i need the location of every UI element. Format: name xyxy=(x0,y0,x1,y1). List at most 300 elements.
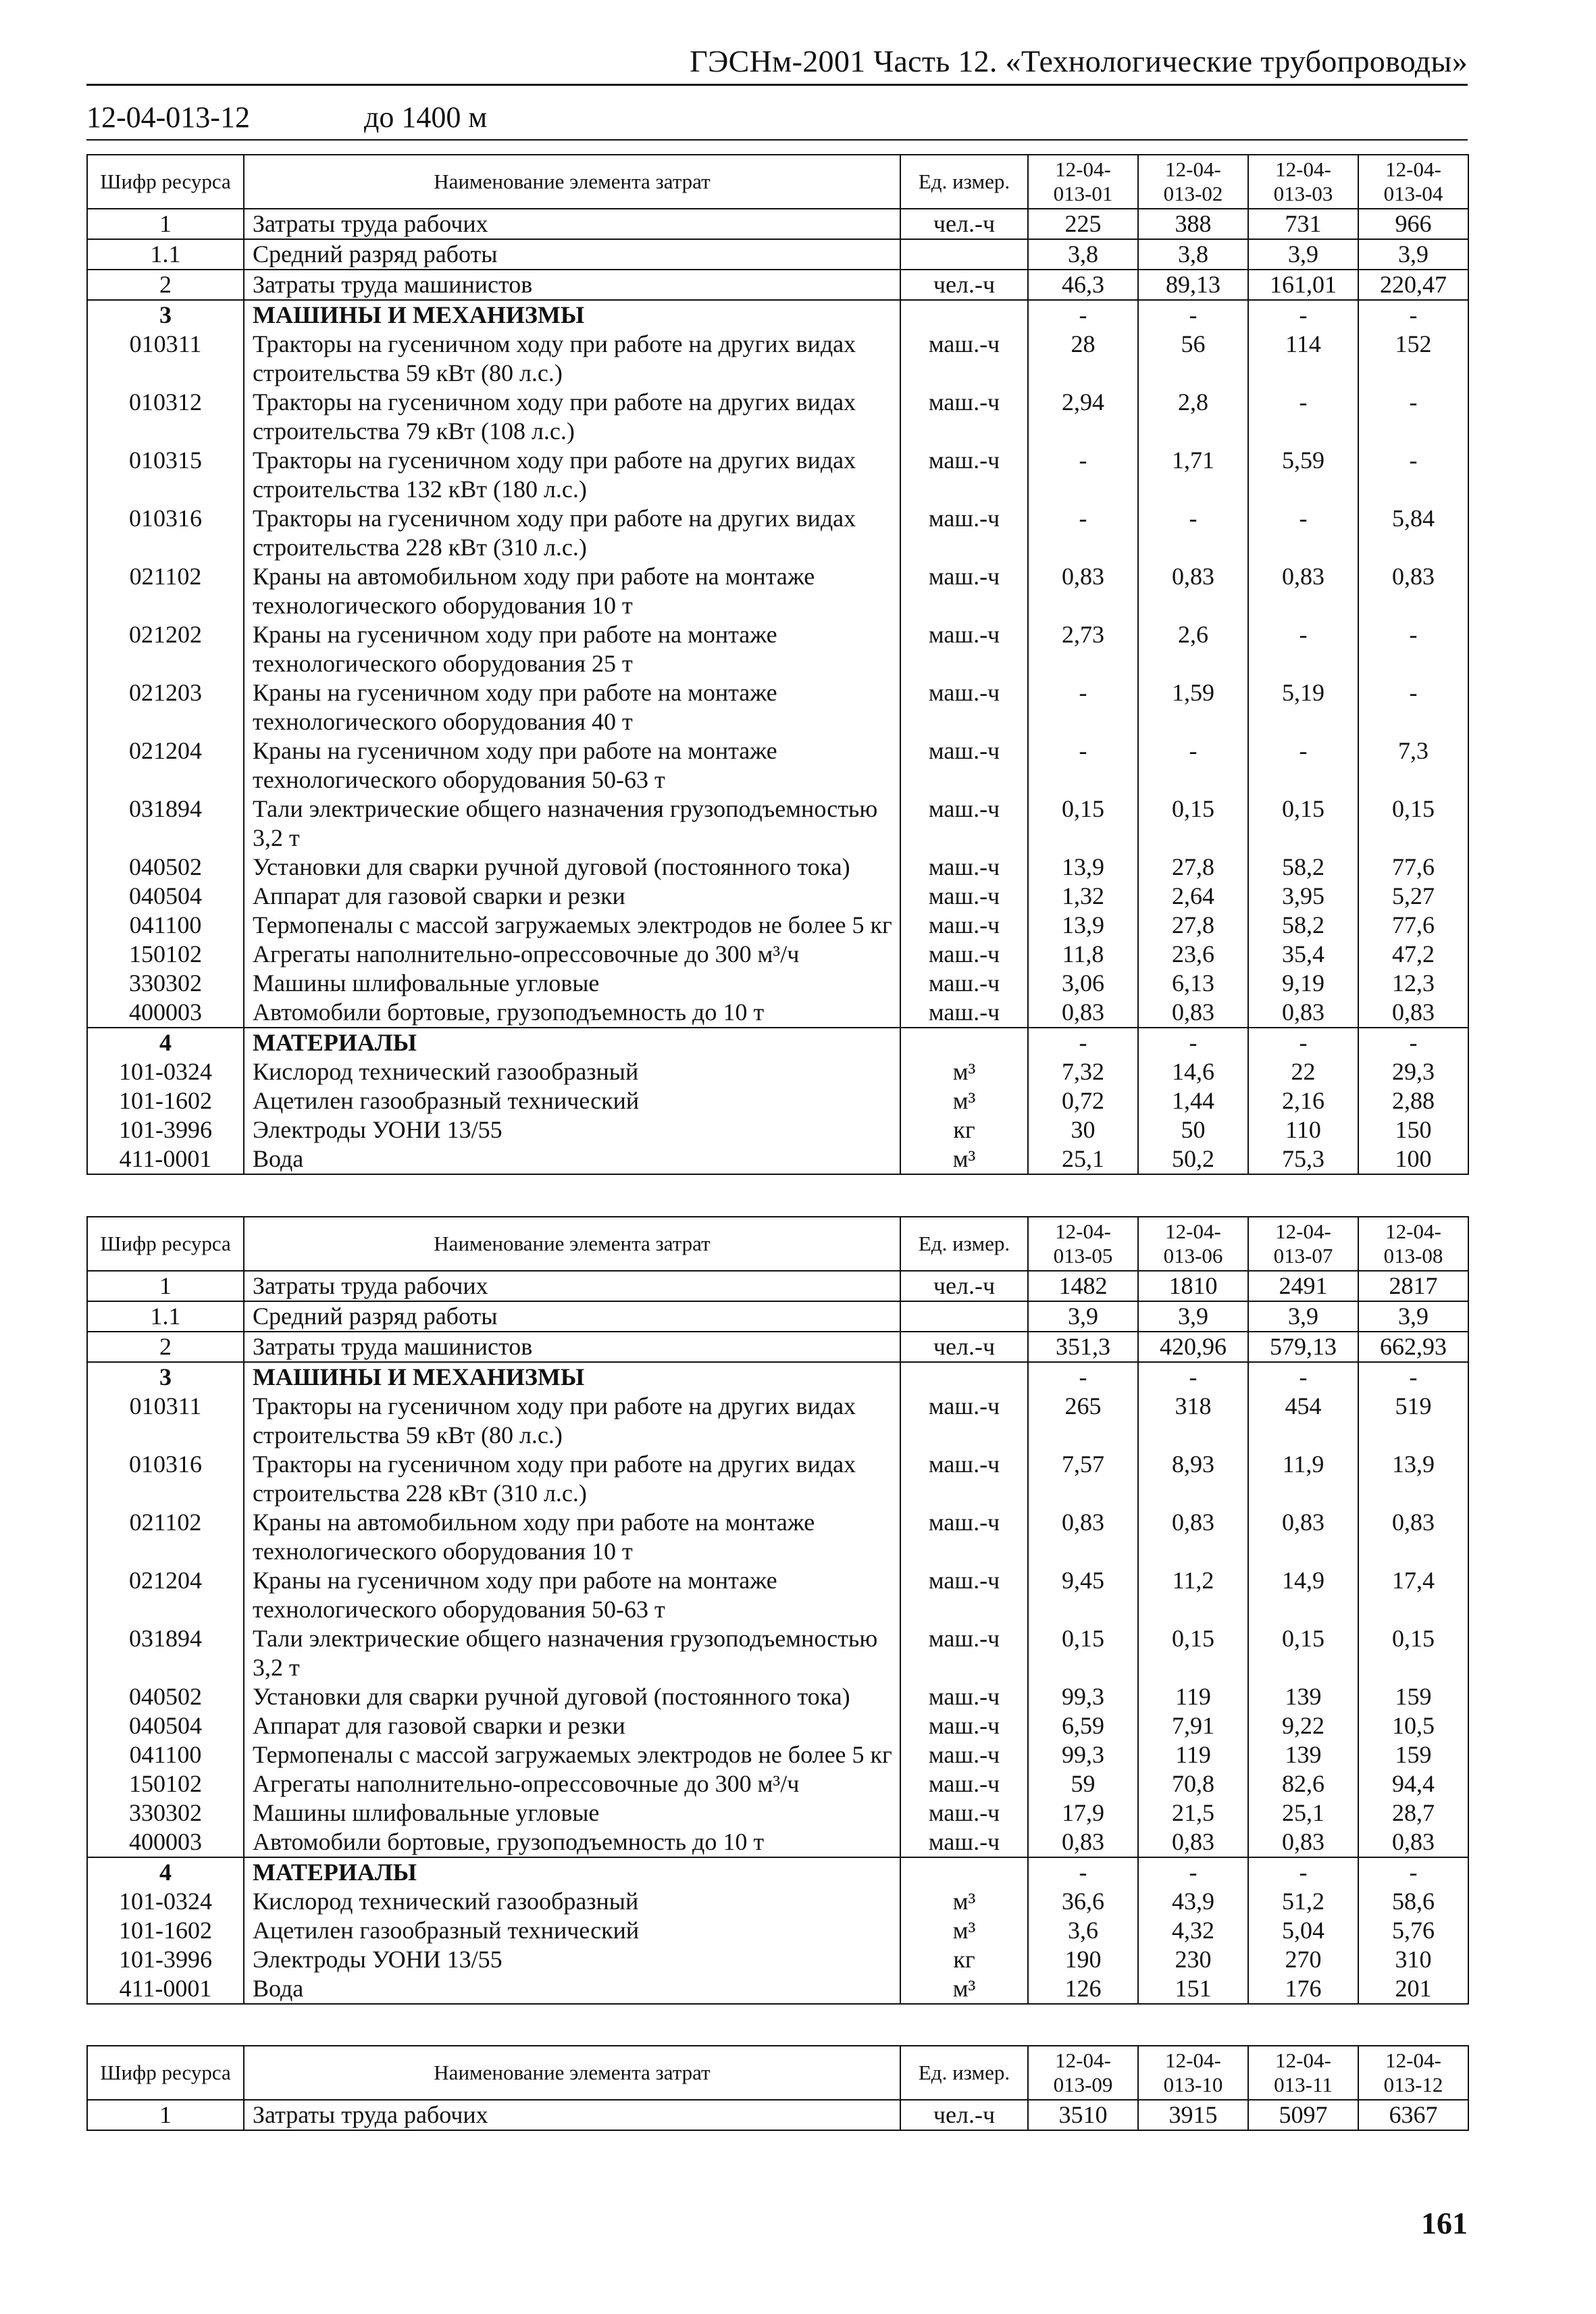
resource-code: 2 xyxy=(87,1332,244,1362)
resource-code: 1 xyxy=(87,2100,244,2130)
norm-value: 17,4 xyxy=(1358,1566,1468,1624)
unit: маш.-ч xyxy=(900,1769,1028,1799)
norm-code-line xyxy=(86,100,487,134)
norm-value: 0,83 xyxy=(1248,1508,1358,1566)
norm-value: 5,27 xyxy=(1358,882,1468,911)
norm-value: 126 xyxy=(1028,1974,1138,2004)
unit: маш.-ч xyxy=(900,736,1028,795)
norm-value: - xyxy=(1028,300,1138,330)
cost-element-name: Тракторы на гусеничном ходу при работе на других видах строительства 59 кВт (80 л.с.) xyxy=(244,330,900,388)
resource-code: 1 xyxy=(87,1271,244,1301)
norm-value: 220,47 xyxy=(1358,270,1468,300)
table-row xyxy=(87,239,1468,270)
norm-column-code-part: 12-04- xyxy=(1055,157,1111,181)
norm-value: 230 xyxy=(1138,1945,1248,1974)
norm-value: 662,93 xyxy=(1358,1332,1468,1362)
norm-value: 4,32 xyxy=(1138,1916,1248,1945)
norm-value: 0,83 xyxy=(1358,1508,1468,1566)
resource-code: 150102 xyxy=(87,1769,244,1799)
norm-value: 159 xyxy=(1358,1682,1468,1711)
norm-column-code-part: 12-04- xyxy=(1275,1219,1331,1243)
table-header-row xyxy=(87,1217,1468,1271)
cost-element-name: Агрегаты наполнительно-опрессовочные до 300 м³/ч xyxy=(244,1769,900,1799)
resource-code: 4 xyxy=(87,1028,244,1057)
norm-value: 59 xyxy=(1028,1769,1138,1799)
norm-value: 3,9 xyxy=(1248,239,1358,270)
unit: м³ xyxy=(900,1916,1028,1945)
table-row xyxy=(87,940,1468,969)
norm-value: 0,15 xyxy=(1358,795,1468,853)
cost-element-name: Ацетилен газообразный технический xyxy=(244,1916,900,1945)
unit: маш.-ч xyxy=(900,911,1028,940)
norm-value: - xyxy=(1138,300,1248,330)
norm-value: 9,45 xyxy=(1028,1566,1138,1624)
norm-value: - xyxy=(1248,1362,1358,1392)
resource-code: 400003 xyxy=(87,1828,244,1857)
table-row xyxy=(87,1115,1468,1145)
norm-column-code-part: 013-04 xyxy=(1383,182,1443,205)
norm-column-code-part: 12-04- xyxy=(1385,1219,1441,1243)
table-row xyxy=(87,882,1468,911)
norm-value: 58,2 xyxy=(1248,911,1358,940)
norm-value: 5097 xyxy=(1248,2100,1358,2130)
cost-element-name: Затраты труда рабочих xyxy=(244,209,900,239)
cost-element-name: Средний разряд работы xyxy=(244,239,900,270)
norm-column-code-part: 12-04- xyxy=(1275,157,1331,181)
norm-value: 0,83 xyxy=(1028,1828,1138,1857)
section-row xyxy=(87,1857,1468,1887)
table-row xyxy=(87,1624,1468,1682)
norm-value: 966 xyxy=(1358,209,1468,239)
norm-value: 0,83 xyxy=(1358,998,1468,1028)
cost-element-name: Тракторы на гусеничном ходу при работе на других видах строительства 228 кВт (310 л.с.) xyxy=(244,504,900,562)
unit xyxy=(900,1362,1028,1392)
unit: маш.-ч xyxy=(900,795,1028,853)
norm-value: 0,15 xyxy=(1358,1624,1468,1682)
norm-value: - xyxy=(1138,504,1248,562)
unit xyxy=(900,1857,1028,1887)
norm-column-code-part: 12-04- xyxy=(1275,2048,1331,2072)
norm-value: 161,01 xyxy=(1248,270,1358,300)
norm-column-code-part: 013-11 xyxy=(1274,2073,1333,2096)
norm-value: - xyxy=(1028,1028,1138,1057)
table-row xyxy=(87,795,1468,853)
norm-value: - xyxy=(1358,678,1468,736)
norm-value: - xyxy=(1028,446,1138,504)
unit xyxy=(900,300,1028,330)
table-row xyxy=(87,1799,1468,1828)
table-row xyxy=(87,998,1468,1028)
unit: маш.-ч xyxy=(900,1740,1028,1769)
norm-value: 43,9 xyxy=(1138,1887,1248,1916)
subheader-rule xyxy=(86,139,1468,141)
norm-value: - xyxy=(1138,1028,1248,1057)
norm-value: 6367 xyxy=(1358,2100,1468,2130)
norm-value: 7,32 xyxy=(1028,1057,1138,1086)
norm-value: 23,6 xyxy=(1138,940,1248,969)
norm-value: 1,59 xyxy=(1138,678,1248,736)
unit: чел.-ч xyxy=(900,1271,1028,1301)
header-unit: Ед. измер. xyxy=(900,1217,1028,1271)
table-row xyxy=(87,736,1468,795)
norm-value: 9,22 xyxy=(1248,1711,1358,1740)
resource-table-block-2 xyxy=(86,1216,1468,2005)
norm-value: 318 xyxy=(1138,1392,1248,1450)
norm-value: 110 xyxy=(1248,1115,1358,1145)
table-row xyxy=(87,1145,1468,1174)
norm-value: 12,3 xyxy=(1358,969,1468,998)
unit: м³ xyxy=(900,1887,1028,1916)
norm-column-code-part: 013-12 xyxy=(1383,2073,1443,2096)
norm-value: 159 xyxy=(1358,1740,1468,1769)
resource-code: 010315 xyxy=(87,446,244,504)
resource-code: 2 xyxy=(87,270,244,300)
norm-value: 21,5 xyxy=(1138,1799,1248,1828)
header-cost-element-name: Наименование элемента затрат xyxy=(244,155,900,209)
unit: маш.-ч xyxy=(900,388,1028,446)
unit: чел.-ч xyxy=(900,209,1028,239)
resource-code: 101-0324 xyxy=(87,1887,244,1916)
table-row xyxy=(87,1301,1468,1332)
norm-value: 3,06 xyxy=(1028,969,1138,998)
unit: маш.-ч xyxy=(900,1392,1028,1450)
cost-element-name: Тракторы на гусеничном ходу при работе на других видах строительства 79 кВт (108 л.с.) xyxy=(244,388,900,446)
header-norm-column xyxy=(1248,2046,1358,2100)
unit: м³ xyxy=(900,1974,1028,2004)
resource-code: 041100 xyxy=(87,911,244,940)
norm-value: 1,32 xyxy=(1028,882,1138,911)
norm-value: - xyxy=(1028,1857,1138,1887)
resource-code: 021204 xyxy=(87,736,244,795)
norm-value: - xyxy=(1248,504,1358,562)
header-cost-element-name: Наименование элемента затрат xyxy=(244,2046,900,2100)
norm-column-code-part: 12-04- xyxy=(1055,1219,1111,1243)
norm-value: 77,6 xyxy=(1358,853,1468,882)
norm-value: 0,83 xyxy=(1138,1508,1248,1566)
resource-code: 040504 xyxy=(87,882,244,911)
norm-value: 0,83 xyxy=(1028,998,1138,1028)
table-row xyxy=(87,1945,1468,1974)
cost-element-name: Вода xyxy=(244,1145,900,1174)
header-norm-column xyxy=(1028,155,1138,209)
norm-value: 99,3 xyxy=(1028,1682,1138,1711)
resource-code: 330302 xyxy=(87,969,244,998)
unit xyxy=(900,239,1028,270)
norm-value: 579,13 xyxy=(1248,1332,1358,1362)
cost-element-name: Машины шлифовальные угловые xyxy=(244,1799,900,1828)
norm-value: 14,9 xyxy=(1248,1566,1358,1624)
unit: маш.-ч xyxy=(900,1508,1028,1566)
cost-element-name: Затраты труда машинистов xyxy=(244,1332,900,1362)
section-row xyxy=(87,300,1468,330)
header-norm-column xyxy=(1248,1217,1358,1271)
norm-value: 77,6 xyxy=(1358,911,1468,940)
norm-value: 50 xyxy=(1138,1115,1248,1145)
norm-value: 13,9 xyxy=(1358,1450,1468,1508)
table-row xyxy=(87,1450,1468,1508)
table-row xyxy=(87,1828,1468,1857)
unit: кг xyxy=(900,1945,1028,1974)
norm-value: 0,15 xyxy=(1248,795,1358,853)
norm-value: 7,57 xyxy=(1028,1450,1138,1508)
cost-element-name: Ацетилен газообразный технический xyxy=(244,1086,900,1115)
resource-code: 411-0001 xyxy=(87,1145,244,1174)
table-row xyxy=(87,678,1468,736)
table-row xyxy=(87,446,1468,504)
unit: маш.-ч xyxy=(900,1566,1028,1624)
norm-description: до 1400 м xyxy=(364,101,488,134)
unit: маш.-ч xyxy=(900,1450,1028,1508)
cost-element-name: Тали электрические общего назначения грузоподъемностью 3,2 т xyxy=(244,1624,900,1682)
table-header-row xyxy=(87,2046,1468,2100)
norm-value: 388 xyxy=(1138,209,1248,239)
unit: маш.-ч xyxy=(900,330,1028,388)
norm-value: - xyxy=(1248,388,1358,446)
cost-element-name: Тали электрические общего назначения грузоподъемностью 3,2 т xyxy=(244,795,900,853)
norm-value: - xyxy=(1358,1857,1468,1887)
table-row xyxy=(87,330,1468,388)
cost-element-name: МАТЕРИАЛЫ xyxy=(244,1857,900,1887)
resource-code: 040502 xyxy=(87,853,244,882)
header-norm-column xyxy=(1138,155,1248,209)
unit: маш.-ч xyxy=(900,853,1028,882)
cost-element-name: МАТЕРИАЛЫ xyxy=(244,1028,900,1057)
cost-element-name: Машины шлифовальные угловые xyxy=(244,969,900,998)
resource-code: 3 xyxy=(87,1362,244,1392)
norm-value: 3915 xyxy=(1138,2100,1248,2130)
norm-value: - xyxy=(1138,1857,1248,1887)
norm-value: 13,9 xyxy=(1028,853,1138,882)
norm-value: 30 xyxy=(1028,1115,1138,1145)
cost-element-name: Аппарат для газовой сварки и резки xyxy=(244,1711,900,1740)
header-norm-column xyxy=(1138,2046,1248,2100)
section-row xyxy=(87,1362,1468,1392)
header-resource-code: Шифр ресурса xyxy=(87,1217,244,1271)
unit: чел.-ч xyxy=(900,2100,1028,2130)
unit: м³ xyxy=(900,1145,1028,1174)
resource-table xyxy=(86,2045,1469,2131)
norm-value: 1,71 xyxy=(1138,446,1248,504)
table-row xyxy=(87,270,1468,300)
norm-value: 2,8 xyxy=(1138,388,1248,446)
norm-value: 70,8 xyxy=(1138,1769,1248,1799)
unit: м³ xyxy=(900,1086,1028,1115)
resource-code: 010311 xyxy=(87,330,244,388)
norm-value: 36,6 xyxy=(1028,1887,1138,1916)
unit: м³ xyxy=(900,1057,1028,1086)
norm-value: 3,6 xyxy=(1028,1916,1138,1945)
norm-value: 3,8 xyxy=(1028,239,1138,270)
unit: чел.-ч xyxy=(900,1332,1028,1362)
norm-value: 1482 xyxy=(1028,1271,1138,1301)
page-number: 161 xyxy=(1421,2206,1468,2240)
unit: маш.-ч xyxy=(900,1828,1028,1857)
norm-value: 3510 xyxy=(1028,2100,1138,2130)
norm-column-code-part: 013-10 xyxy=(1163,2073,1223,2096)
norm-value: 3,9 xyxy=(1358,1301,1468,1332)
norm-value: 0,83 xyxy=(1248,562,1358,620)
norm-value: - xyxy=(1248,1028,1358,1057)
norm-value: 58,2 xyxy=(1248,853,1358,882)
resource-code: 021102 xyxy=(87,1508,244,1566)
unit: кг xyxy=(900,1115,1028,1145)
cost-element-name: Агрегаты наполнительно-опрессовочные до 300 м³/ч xyxy=(244,940,900,969)
norm-value: 265 xyxy=(1028,1392,1138,1450)
resource-code: 031894 xyxy=(87,795,244,853)
norm-value: 10,5 xyxy=(1358,1711,1468,1740)
norm-column-code-part: 12-04- xyxy=(1165,2048,1221,2072)
norm-value: 3,9 xyxy=(1248,1301,1358,1332)
norm-column-code-part: 12-04- xyxy=(1165,1219,1221,1243)
norm-value: - xyxy=(1358,1362,1468,1392)
norm-value: 0,83 xyxy=(1248,998,1358,1028)
norm-value: 5,76 xyxy=(1358,1916,1468,1945)
cost-element-name: Краны на гусеничном ходу при работе на монтаже технологического оборудования 40 т xyxy=(244,678,900,736)
resource-code: 010316 xyxy=(87,504,244,562)
header-norm-column xyxy=(1138,1217,1248,1271)
norm-value: 29,3 xyxy=(1358,1057,1468,1086)
norm-value: 22 xyxy=(1248,1057,1358,1086)
unit: маш.-ч xyxy=(900,969,1028,998)
norm-value: 201 xyxy=(1358,1974,1468,2004)
cost-element-name: Установки для сварки ручной дуговой (постоянного тока) xyxy=(244,853,900,882)
cost-element-name: МАШИНЫ И МЕХАНИЗМЫ xyxy=(244,300,900,330)
header-resource-code: Шифр ресурса xyxy=(87,2046,244,2100)
cost-element-name: Термопеналы с массой загружаемых электродов не более 5 кг xyxy=(244,911,900,940)
table-row xyxy=(87,1887,1468,1916)
norm-value: 519 xyxy=(1358,1392,1468,1450)
norm-value: - xyxy=(1138,736,1248,795)
norm-column-code-part: 013-08 xyxy=(1383,1244,1443,1267)
cost-element-name: Термопеналы с массой загружаемых электродов не более 5 кг xyxy=(244,1740,900,1769)
unit: маш.-ч xyxy=(900,1711,1028,1740)
norm-value: 3,95 xyxy=(1248,882,1358,911)
cost-element-name: МАШИНЫ И МЕХАНИЗМЫ xyxy=(244,1362,900,1392)
norm-value: 25,1 xyxy=(1248,1799,1358,1828)
norm-value: 152 xyxy=(1358,330,1468,388)
cost-element-name: Краны на гусеничном ходу при работе на монтаже технологического оборудования 25 т xyxy=(244,620,900,678)
norm-value: 0,15 xyxy=(1248,1624,1358,1682)
norm-value: - xyxy=(1248,300,1358,330)
resource-code: 021202 xyxy=(87,620,244,678)
cost-element-name: Электроды УОНИ 13/55 xyxy=(244,1945,900,1974)
norm-column-code-part: 013-05 xyxy=(1053,1244,1113,1267)
norm-value: 5,19 xyxy=(1248,678,1358,736)
table-row xyxy=(87,1332,1468,1362)
norm-value: 2817 xyxy=(1358,1271,1468,1301)
norm-value: 2,64 xyxy=(1138,882,1248,911)
cost-element-name: Краны на гусеничном ходу при работе на монтаже технологического оборудования 50-63 т xyxy=(244,736,900,795)
norm-value: 139 xyxy=(1248,1682,1358,1711)
norm-value: - xyxy=(1358,1028,1468,1057)
norm-value: 0,83 xyxy=(1138,998,1248,1028)
header-unit: Ед. измер. xyxy=(900,2046,1028,2100)
norm-value: 82,6 xyxy=(1248,1769,1358,1799)
table-row xyxy=(87,1271,1468,1301)
norm-value: 0,15 xyxy=(1138,795,1248,853)
resource-code: 400003 xyxy=(87,998,244,1028)
cost-element-name: Затраты труда рабочих xyxy=(244,2100,900,2130)
norm-value: - xyxy=(1248,1857,1358,1887)
norm-value: 3,9 xyxy=(1138,1301,1248,1332)
norm-value: 25,1 xyxy=(1028,1145,1138,1174)
cost-element-name: Краны на автомобильном ходу при работе на монтаже технологического оборудования 10 т xyxy=(244,562,900,620)
norm-value: 0,15 xyxy=(1138,1624,1248,1682)
cost-element-name: Аппарат для газовой сварки и резки xyxy=(244,882,900,911)
norm-value: 119 xyxy=(1138,1682,1248,1711)
norm-value: - xyxy=(1248,736,1358,795)
norm-value: 99,3 xyxy=(1028,1740,1138,1769)
norm-value: 2,88 xyxy=(1358,1086,1468,1115)
unit: маш.-ч xyxy=(900,1799,1028,1828)
table-row xyxy=(87,1711,1468,1740)
norm-column-code-part: 12-04- xyxy=(1385,157,1441,181)
cost-element-name: Краны на гусеничном ходу при работе на монтаже технологического оборудования 50-63 т xyxy=(244,1566,900,1624)
resource-code: 021102 xyxy=(87,562,244,620)
resource-code: 021203 xyxy=(87,678,244,736)
header-norm-column xyxy=(1358,1217,1468,1271)
norm-column-code-part: 12-04- xyxy=(1055,2048,1111,2072)
norm-value: - xyxy=(1358,620,1468,678)
norm-value: - xyxy=(1028,736,1138,795)
header-cost-element-name: Наименование элемента затрат xyxy=(244,1217,900,1271)
norm-value: - xyxy=(1028,1362,1138,1392)
norm-value: 7,91 xyxy=(1138,1711,1248,1740)
norm-value: 17,9 xyxy=(1028,1799,1138,1828)
section-row xyxy=(87,1028,1468,1057)
resource-code: 3 xyxy=(87,300,244,330)
resource-code: 101-3996 xyxy=(87,1945,244,1974)
unit: маш.-ч xyxy=(900,1624,1028,1682)
norm-value: 0,15 xyxy=(1028,795,1138,853)
norm-value: 2,73 xyxy=(1028,620,1138,678)
norm-value: 0,83 xyxy=(1028,1508,1138,1566)
norm-value: - xyxy=(1028,504,1138,562)
norm-value: 14,6 xyxy=(1138,1057,1248,1086)
norm-value: 270 xyxy=(1248,1945,1358,1974)
norm-column-code-part: 013-03 xyxy=(1273,182,1333,205)
table-row xyxy=(87,911,1468,940)
header-norm-column xyxy=(1358,155,1468,209)
table-row xyxy=(87,209,1468,239)
norm-value: 11,2 xyxy=(1138,1566,1248,1624)
norm-value: 5,84 xyxy=(1358,504,1468,562)
norm-value: 75,3 xyxy=(1248,1145,1358,1174)
norm-value: 2491 xyxy=(1248,1271,1358,1301)
norm-value: 351,3 xyxy=(1028,1332,1138,1362)
norm-value: 225 xyxy=(1028,209,1138,239)
table-row xyxy=(87,1740,1468,1769)
norm-value: - xyxy=(1138,1362,1248,1392)
norm-value: 119 xyxy=(1138,1740,1248,1769)
norm-column-code-part: 013-09 xyxy=(1053,2073,1113,2096)
header-resource-code: Шифр ресурса xyxy=(87,155,244,209)
cost-element-name: Автомобили бортовые, грузоподъемность до 10 т xyxy=(244,998,900,1028)
norm-value: 731 xyxy=(1248,209,1358,239)
norm-value: 28 xyxy=(1028,330,1138,388)
norm-value: 6,59 xyxy=(1028,1711,1138,1740)
resource-table xyxy=(86,1216,1469,2005)
norm-value: - xyxy=(1028,678,1138,736)
header-norm-column xyxy=(1358,2046,1468,2100)
norm-value: 58,6 xyxy=(1358,1887,1468,1916)
norm-code: 12-04-013-12 xyxy=(86,101,250,134)
norm-value: 3,9 xyxy=(1028,1301,1138,1332)
table-row xyxy=(87,1086,1468,1115)
norm-value: 454 xyxy=(1248,1392,1358,1450)
resource-code: 101-3996 xyxy=(87,1115,244,1145)
cost-element-name: Вода xyxy=(244,1974,900,2004)
